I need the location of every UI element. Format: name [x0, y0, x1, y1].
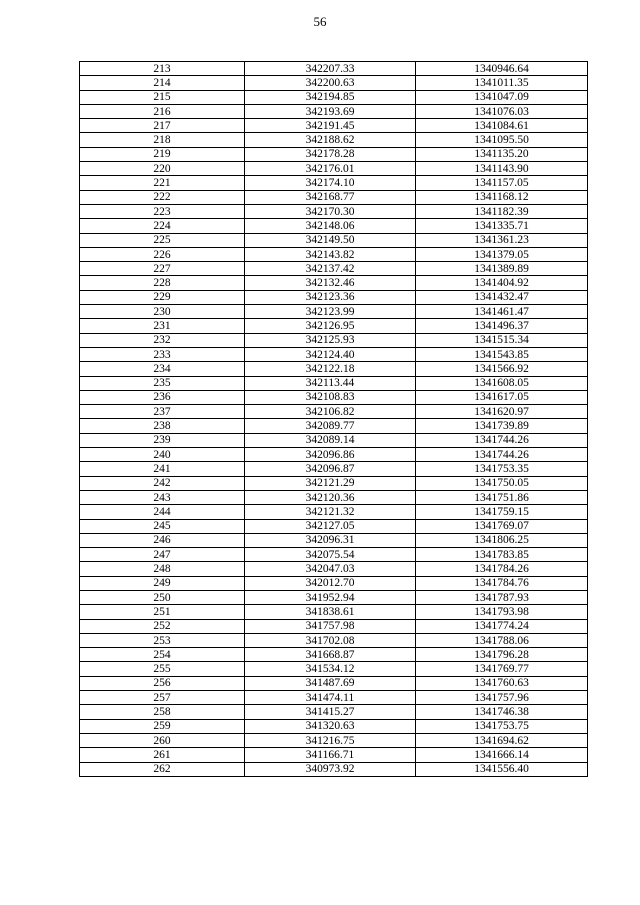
point-number-cell: 236: [80, 390, 245, 404]
table-row: [80, 362, 588, 376]
point-number-cell: 246: [80, 533, 245, 547]
table-row: [80, 633, 588, 647]
y-coordinate-cell: 1341143.90: [416, 162, 588, 176]
x-coordinate-cell: 342170.30: [245, 204, 416, 218]
x-coordinate-cell: 342168.77: [245, 190, 416, 204]
point-number-cell: 243: [80, 490, 245, 504]
point-number-cell: 213: [80, 62, 245, 76]
table-row: [80, 562, 588, 576]
point-number-cell: 225: [80, 233, 245, 247]
y-coordinate-cell: 1340946.64: [416, 62, 588, 76]
x-coordinate-cell: 342200.63: [245, 76, 416, 90]
table-row: [80, 605, 588, 619]
table-row: [80, 705, 588, 719]
y-coordinate-cell: 1341617.05: [416, 390, 588, 404]
point-number-cell: 258: [80, 705, 245, 719]
x-coordinate-cell: 342137.42: [245, 262, 416, 276]
point-number-cell: 257: [80, 691, 245, 705]
table-row: [80, 219, 588, 233]
y-coordinate-cell: 1341760.63: [416, 676, 588, 690]
point-number-cell: 216: [80, 104, 245, 118]
x-coordinate-cell: 342106.82: [245, 405, 416, 419]
y-coordinate-cell: 1341753.35: [416, 462, 588, 476]
y-coordinate-cell: 1341744.26: [416, 433, 588, 447]
table-row: [80, 476, 588, 490]
x-coordinate-cell: 341487.69: [245, 676, 416, 690]
x-coordinate-cell: 342047.03: [245, 562, 416, 576]
x-coordinate-cell: 342113.44: [245, 376, 416, 390]
table-row: [80, 390, 588, 404]
table-row: [80, 62, 588, 76]
y-coordinate-cell: 1341461.47: [416, 305, 588, 319]
x-coordinate-cell: 342012.70: [245, 576, 416, 590]
x-coordinate-cell: 342188.62: [245, 133, 416, 147]
x-coordinate-cell: 342124.40: [245, 347, 416, 361]
point-number-cell: 255: [80, 662, 245, 676]
y-coordinate-cell: 1341379.05: [416, 247, 588, 261]
y-coordinate-cell: 1341769.07: [416, 519, 588, 533]
point-number-cell: 256: [80, 676, 245, 690]
x-coordinate-cell: 341474.11: [245, 691, 416, 705]
x-coordinate-cell: 342089.77: [245, 419, 416, 433]
x-coordinate-cell: 342096.87: [245, 462, 416, 476]
table-row: [80, 133, 588, 147]
x-coordinate-cell: 341320.63: [245, 719, 416, 733]
table-row: [80, 419, 588, 433]
y-coordinate-cell: 1341084.61: [416, 119, 588, 133]
y-coordinate-cell: 1341750.05: [416, 476, 588, 490]
point-number-cell: 238: [80, 419, 245, 433]
coordinates-table-body: [80, 62, 588, 777]
point-number-cell: 248: [80, 562, 245, 576]
y-coordinate-cell: 1341751.86: [416, 490, 588, 504]
table-row: [80, 147, 588, 161]
x-coordinate-cell: 342121.29: [245, 476, 416, 490]
point-number-cell: 239: [80, 433, 245, 447]
y-coordinate-cell: 1341666.14: [416, 748, 588, 762]
x-coordinate-cell: 342121.32: [245, 505, 416, 519]
x-coordinate-cell: 341415.27: [245, 705, 416, 719]
point-number-cell: 245: [80, 519, 245, 533]
y-coordinate-cell: 1341739.89: [416, 419, 588, 433]
table-row: [80, 276, 588, 290]
x-coordinate-cell: 342122.18: [245, 362, 416, 376]
y-coordinate-cell: 1341757.96: [416, 691, 588, 705]
point-number-cell: 232: [80, 333, 245, 347]
x-coordinate-cell: 342132.46: [245, 276, 416, 290]
table-row: [80, 347, 588, 361]
y-coordinate-cell: 1341135.20: [416, 147, 588, 161]
point-number-cell: 231: [80, 319, 245, 333]
point-number-cell: 229: [80, 290, 245, 304]
y-coordinate-cell: 1341168.12: [416, 190, 588, 204]
table-row: [80, 748, 588, 762]
table-row: [80, 90, 588, 104]
point-number-cell: 226: [80, 247, 245, 261]
x-coordinate-cell: 341952.94: [245, 590, 416, 604]
y-coordinate-cell: 1341389.89: [416, 262, 588, 276]
y-coordinate-cell: 1341566.92: [416, 362, 588, 376]
y-coordinate-cell: 1341774.24: [416, 619, 588, 633]
table-row: [80, 519, 588, 533]
y-coordinate-cell: 1341769.77: [416, 662, 588, 676]
point-number-cell: 219: [80, 147, 245, 161]
point-number-cell: 220: [80, 162, 245, 176]
y-coordinate-cell: 1341806.25: [416, 533, 588, 547]
table-row: [80, 448, 588, 462]
x-coordinate-cell: 342123.99: [245, 305, 416, 319]
table-row: [80, 733, 588, 747]
y-coordinate-cell: 1341793.98: [416, 605, 588, 619]
x-coordinate-cell: 342125.93: [245, 333, 416, 347]
table-row: [80, 548, 588, 562]
table-row: [80, 76, 588, 90]
x-coordinate-cell: 342120.36: [245, 490, 416, 504]
coordinates-table: [79, 61, 588, 777]
table-row: [80, 162, 588, 176]
table-row: [80, 433, 588, 447]
y-coordinate-cell: 1341783.85: [416, 548, 588, 562]
x-coordinate-cell: 342075.54: [245, 548, 416, 562]
x-coordinate-cell: 342143.82: [245, 247, 416, 261]
table-row: [80, 290, 588, 304]
y-coordinate-cell: 1341496.37: [416, 319, 588, 333]
point-number-cell: 252: [80, 619, 245, 633]
table-row: [80, 247, 588, 261]
x-coordinate-cell: 342123.36: [245, 290, 416, 304]
y-coordinate-cell: 1341076.03: [416, 104, 588, 118]
point-number-cell: 214: [80, 76, 245, 90]
point-number-cell: 237: [80, 405, 245, 419]
table-row: [80, 490, 588, 504]
table-row: [80, 176, 588, 190]
y-coordinate-cell: 1341784.76: [416, 576, 588, 590]
point-number-cell: 223: [80, 204, 245, 218]
y-coordinate-cell: 1341515.34: [416, 333, 588, 347]
table-row: [80, 190, 588, 204]
table-row: [80, 462, 588, 476]
table-row: [80, 104, 588, 118]
table-row: [80, 619, 588, 633]
y-coordinate-cell: 1341753.75: [416, 719, 588, 733]
point-number-cell: 261: [80, 748, 245, 762]
table-row: [80, 405, 588, 419]
point-number-cell: 241: [80, 462, 245, 476]
table-row: [80, 233, 588, 247]
table-row: [80, 719, 588, 733]
x-coordinate-cell: 342148.06: [245, 219, 416, 233]
point-number-cell: 221: [80, 176, 245, 190]
x-coordinate-cell: 342126.95: [245, 319, 416, 333]
point-number-cell: 222: [80, 190, 245, 204]
point-number-cell: 260: [80, 733, 245, 747]
y-coordinate-cell: 1341694.62: [416, 733, 588, 747]
point-number-cell: 234: [80, 362, 245, 376]
y-coordinate-cell: 1341796.28: [416, 648, 588, 662]
x-coordinate-cell: 342191.45: [245, 119, 416, 133]
table-row: [80, 262, 588, 276]
x-coordinate-cell: 342089.14: [245, 433, 416, 447]
y-coordinate-cell: 1341787.93: [416, 590, 588, 604]
x-coordinate-cell: 342127.05: [245, 519, 416, 533]
y-coordinate-cell: 1341744.26: [416, 448, 588, 462]
table-row: [80, 533, 588, 547]
y-coordinate-cell: 1341157.05: [416, 176, 588, 190]
x-coordinate-cell: 341668.87: [245, 648, 416, 662]
table-row: [80, 505, 588, 519]
x-coordinate-cell: 340973.92: [245, 762, 416, 776]
x-coordinate-cell: 341757.98: [245, 619, 416, 633]
table-row: [80, 676, 588, 690]
point-number-cell: 227: [80, 262, 245, 276]
y-coordinate-cell: 1341784.26: [416, 562, 588, 576]
table-row: [80, 691, 588, 705]
x-coordinate-cell: 341166.71: [245, 748, 416, 762]
y-coordinate-cell: 1341095.50: [416, 133, 588, 147]
table-row: [80, 119, 588, 133]
point-number-cell: 235: [80, 376, 245, 390]
table-row: [80, 376, 588, 390]
y-coordinate-cell: 1341543.85: [416, 347, 588, 361]
table-row: [80, 648, 588, 662]
x-coordinate-cell: 342096.86: [245, 448, 416, 462]
table-row: [80, 319, 588, 333]
point-number-cell: 244: [80, 505, 245, 519]
x-coordinate-cell: 342174.10: [245, 176, 416, 190]
table-row: [80, 662, 588, 676]
point-number-cell: 218: [80, 133, 245, 147]
table-row: [80, 762, 588, 776]
x-coordinate-cell: 342193.69: [245, 104, 416, 118]
y-coordinate-cell: 1341620.97: [416, 405, 588, 419]
point-number-cell: 259: [80, 719, 245, 733]
y-coordinate-cell: 1341361.23: [416, 233, 588, 247]
point-number-cell: 251: [80, 605, 245, 619]
point-number-cell: 254: [80, 648, 245, 662]
x-coordinate-cell: 342108.83: [245, 390, 416, 404]
table-row: [80, 204, 588, 218]
x-coordinate-cell: 341534.12: [245, 662, 416, 676]
y-coordinate-cell: 1341608.05: [416, 376, 588, 390]
point-number-cell: 230: [80, 305, 245, 319]
table-row: [80, 305, 588, 319]
y-coordinate-cell: 1341011.35: [416, 76, 588, 90]
point-number-cell: 240: [80, 448, 245, 462]
y-coordinate-cell: 1341788.06: [416, 633, 588, 647]
x-coordinate-cell: 342149.50: [245, 233, 416, 247]
y-coordinate-cell: 1341746.38: [416, 705, 588, 719]
y-coordinate-cell: 1341432.47: [416, 290, 588, 304]
y-coordinate-cell: 1341759.15: [416, 505, 588, 519]
y-coordinate-cell: 1341182.39: [416, 204, 588, 218]
point-number-cell: 249: [80, 576, 245, 590]
point-number-cell: 233: [80, 347, 245, 361]
y-coordinate-cell: 1341556.40: [416, 762, 588, 776]
x-coordinate-cell: 342194.85: [245, 90, 416, 104]
x-coordinate-cell: 342176.01: [245, 162, 416, 176]
point-number-cell: 224: [80, 219, 245, 233]
table-row: [80, 333, 588, 347]
point-number-cell: 253: [80, 633, 245, 647]
y-coordinate-cell: 1341404.92: [416, 276, 588, 290]
point-number-cell: 247: [80, 548, 245, 562]
page-number: 56: [313, 14, 327, 29]
x-coordinate-cell: 342207.33: [245, 62, 416, 76]
point-number-cell: 242: [80, 476, 245, 490]
x-coordinate-cell: 342178.28: [245, 147, 416, 161]
table-row: [80, 590, 588, 604]
point-number-cell: 215: [80, 90, 245, 104]
x-coordinate-cell: 342096.31: [245, 533, 416, 547]
point-number-cell: 217: [80, 119, 245, 133]
y-coordinate-cell: 1341335.71: [416, 219, 588, 233]
point-number-cell: 262: [80, 762, 245, 776]
point-number-cell: 250: [80, 590, 245, 604]
y-coordinate-cell: 1341047.09: [416, 90, 588, 104]
point-number-cell: 228: [80, 276, 245, 290]
x-coordinate-cell: 341838.61: [245, 605, 416, 619]
x-coordinate-cell: 341216.75: [245, 733, 416, 747]
table-row: [80, 576, 588, 590]
x-coordinate-cell: 341702.08: [245, 633, 416, 647]
